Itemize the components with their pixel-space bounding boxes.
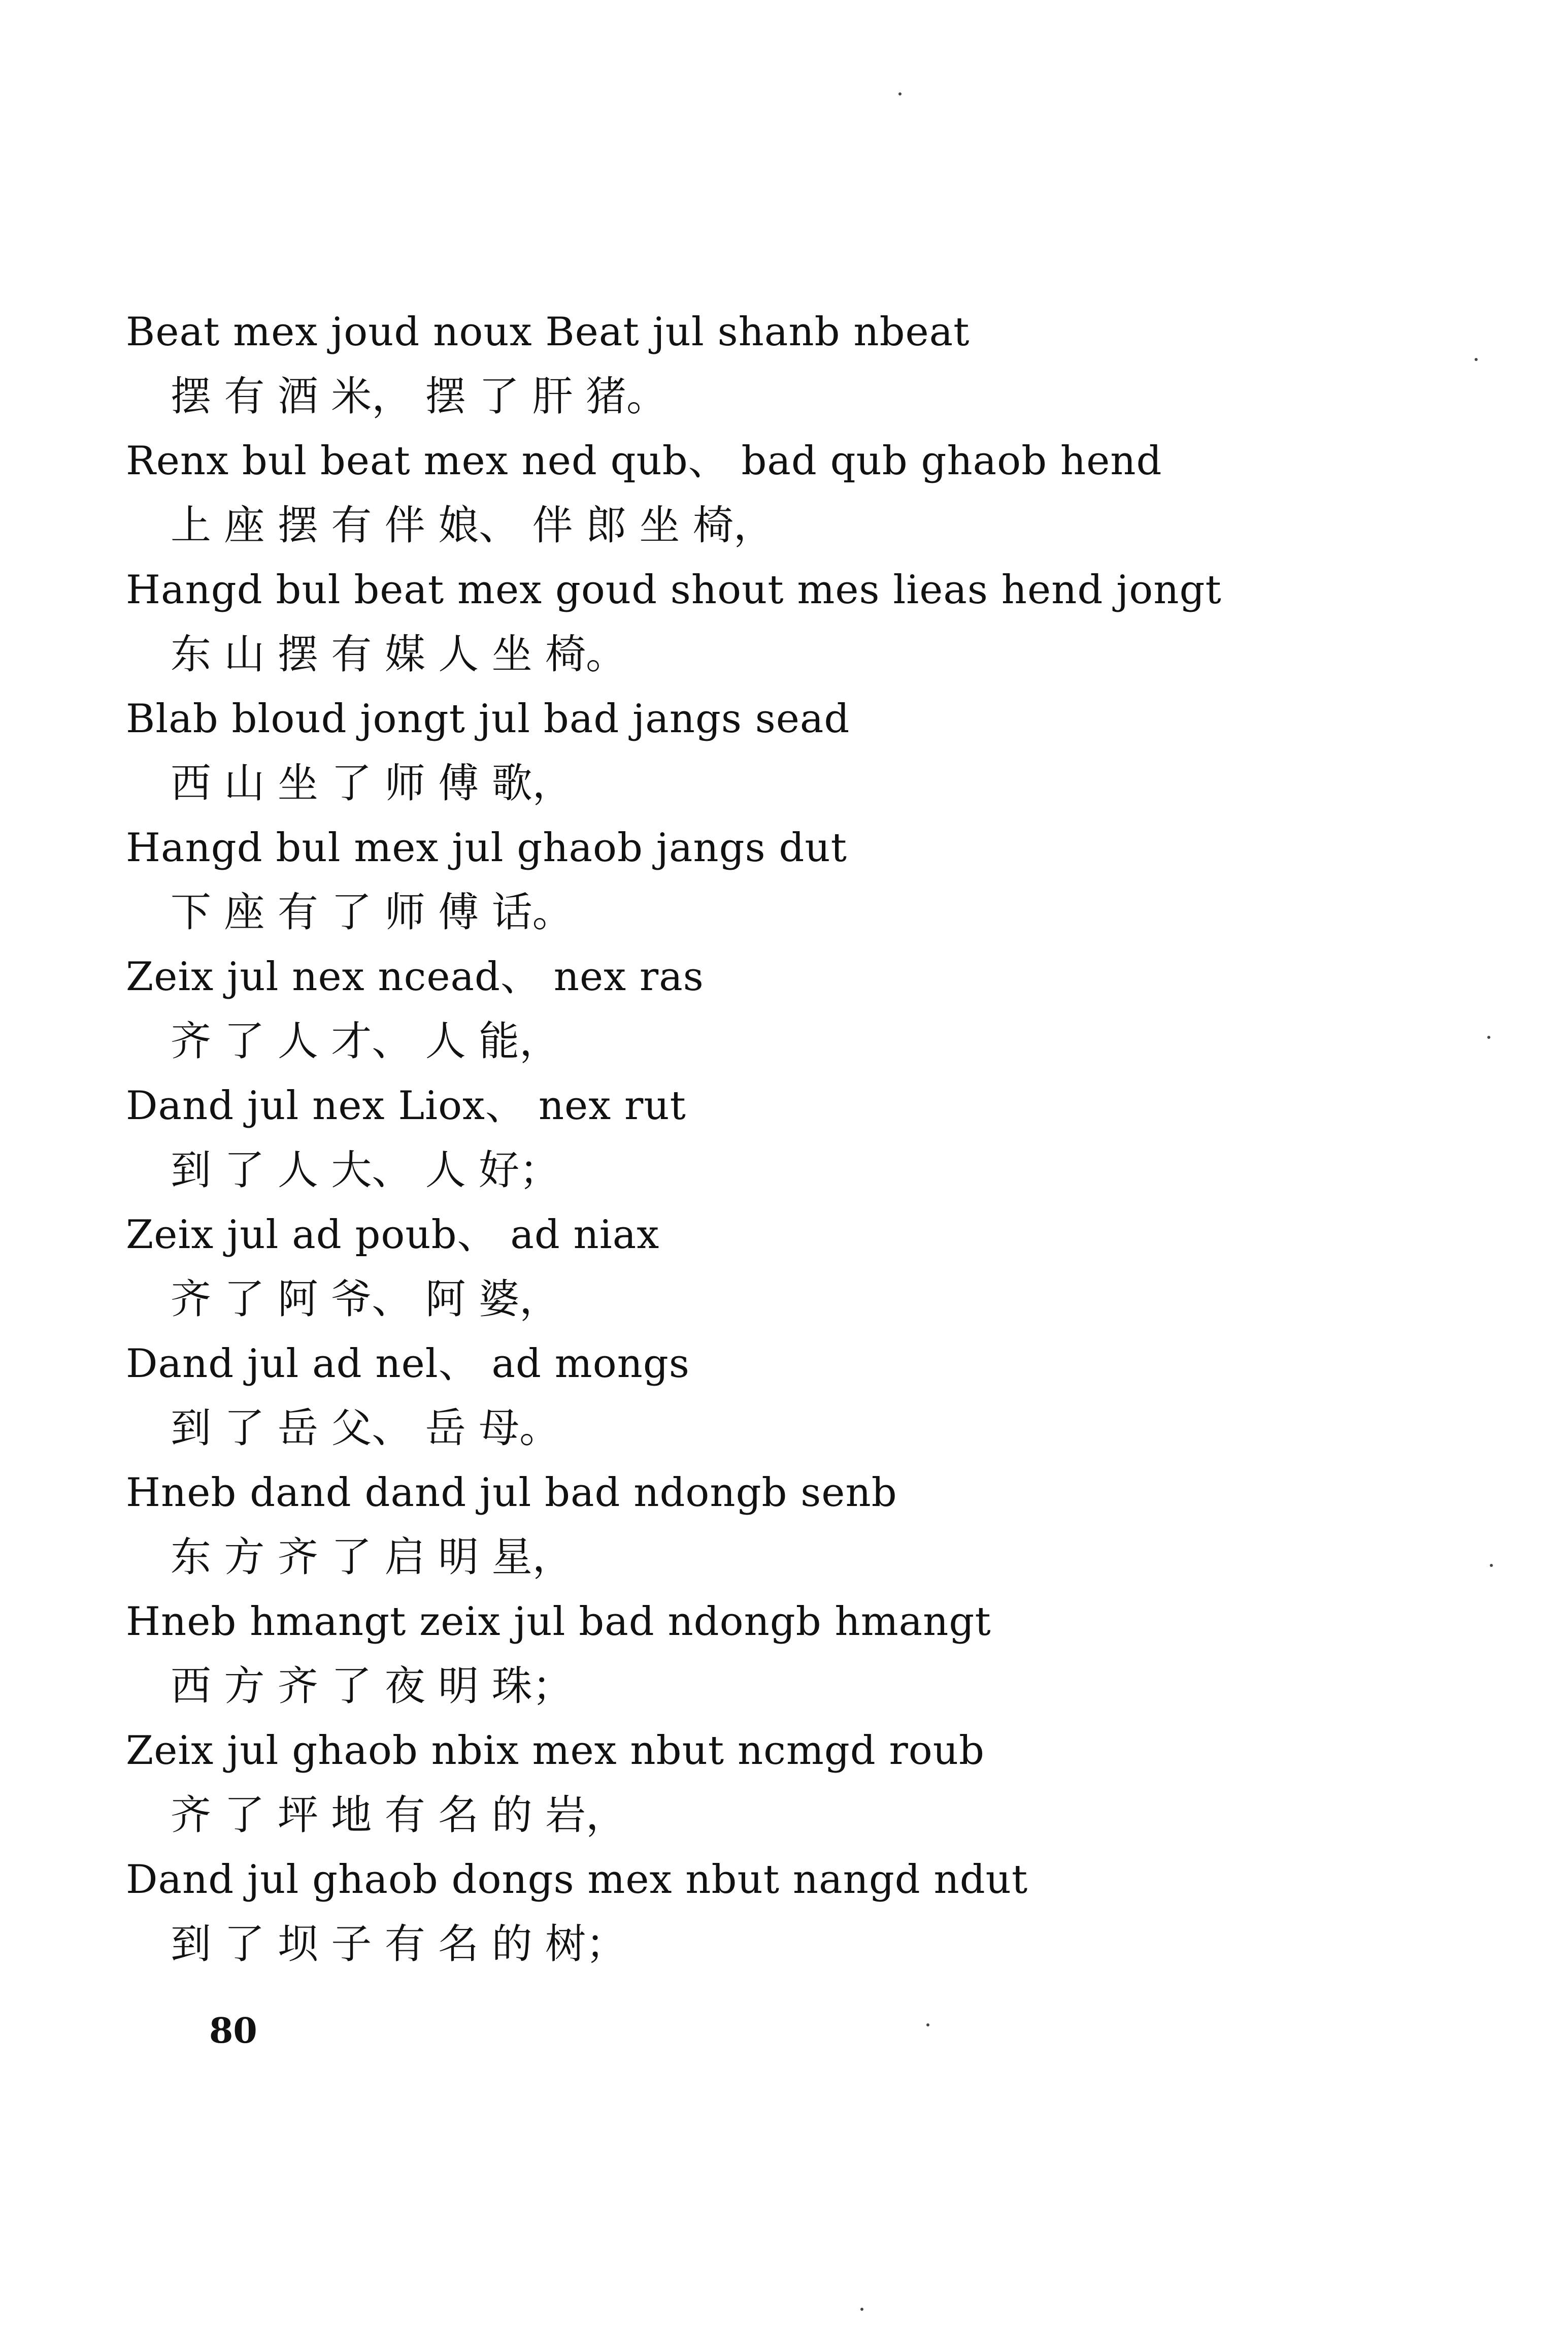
miao-line: Blab bloud jongt jul bad jangs sead: [126, 696, 850, 742]
miao-line: Dand jul ghaob dongs mex nbut nangd ndut: [126, 1857, 1028, 1903]
scan-speck: [1487, 1036, 1490, 1039]
miao-line: Hneb dand dand jul bad ndongb senb: [126, 1470, 897, 1516]
verse-pair: [126, 1073, 1425, 1202]
scan-speck: [1490, 1564, 1493, 1567]
miao-line: Zeix jul ghaob nbix mex nbut ncmgd roub: [126, 1728, 985, 1774]
scan-speck: [860, 2308, 863, 2311]
miao-line: Hneb hmangt zeix jul bad ndongb hmangt: [126, 1599, 991, 1645]
miao-line: Hangd bul mex jul ghaob jangs dut: [126, 825, 847, 871]
scan-speck: [926, 2023, 929, 2026]
chinese-gloss-line: 下 座 有 了 师 傅 话。: [171, 889, 573, 936]
verse-pair: [126, 1202, 1425, 1331]
chinese-gloss-line: 到 了 坝 子 有 名 的 树；: [171, 1920, 627, 1968]
chinese-gloss-line: 齐 了 坪 地 有 名 的 岩，: [171, 1791, 627, 1839]
miao-line: Dand jul nex Liox、 nex rut: [126, 1083, 686, 1129]
page-number: 80: [209, 2011, 257, 2051]
verse-block: [126, 300, 1425, 1976]
verse-pair: [126, 1847, 1425, 1976]
miao-line: Hangd bul beat mex goud shout mes lieas hend jongt: [126, 567, 1222, 613]
scan-speck: [898, 92, 902, 95]
chinese-gloss-line: 上 座 摆 有 伴 娘、 伴 郎 坐 椅，: [171, 502, 774, 549]
miao-line: Renx bul beat mex ned qub、 bad qub ghaob hend: [126, 438, 1162, 484]
verse-pair: [126, 300, 1425, 429]
chinese-gloss-line: 西 方 齐 了 夜 明 珠；: [171, 1662, 573, 1710]
chinese-gloss-line: 到 了 岳 父、 岳 母。: [171, 1404, 560, 1452]
scan-speck: [1475, 358, 1478, 361]
verse-pair: [126, 944, 1425, 1073]
miao-line: Beat mex joud noux Beat jul shanb nbeat: [126, 309, 970, 355]
verse-pair: [126, 1460, 1425, 1589]
miao-line: Zeix jul ad poub、 ad niax: [126, 1212, 660, 1258]
miao-line: Zeix jul nex ncead、 nex ras: [126, 954, 704, 1000]
verse-pair: [126, 1718, 1425, 1847]
chinese-gloss-line: 东 方 齐 了 启 明 星，: [171, 1533, 573, 1581]
chinese-gloss-line: 东 山 摆 有 媒 人 坐 椅。: [171, 631, 627, 678]
miao-line: Dand jul ad nel、 ad mongs: [126, 1341, 690, 1387]
verse-pair: [126, 1589, 1425, 1718]
verse-pair: [126, 815, 1425, 944]
verse-pair: [126, 1331, 1425, 1460]
verse-pair: [126, 429, 1425, 558]
chinese-gloss-line: 到 了 人 大、 人 好；: [171, 1146, 560, 1194]
verse-pair: [126, 558, 1425, 686]
chinese-gloss-line: 齐 了 人 才、 人 能，: [171, 1018, 560, 1065]
chinese-gloss-line: 摆 有 酒 米， 摆 了 肝 猪。: [171, 373, 668, 420]
verse-pair: [126, 686, 1425, 815]
chinese-gloss-line: 西 山 坐 了 师 傅 歌，: [171, 760, 573, 807]
chinese-gloss-line: 齐 了 阿 爷、 阿 婆，: [171, 1275, 560, 1323]
